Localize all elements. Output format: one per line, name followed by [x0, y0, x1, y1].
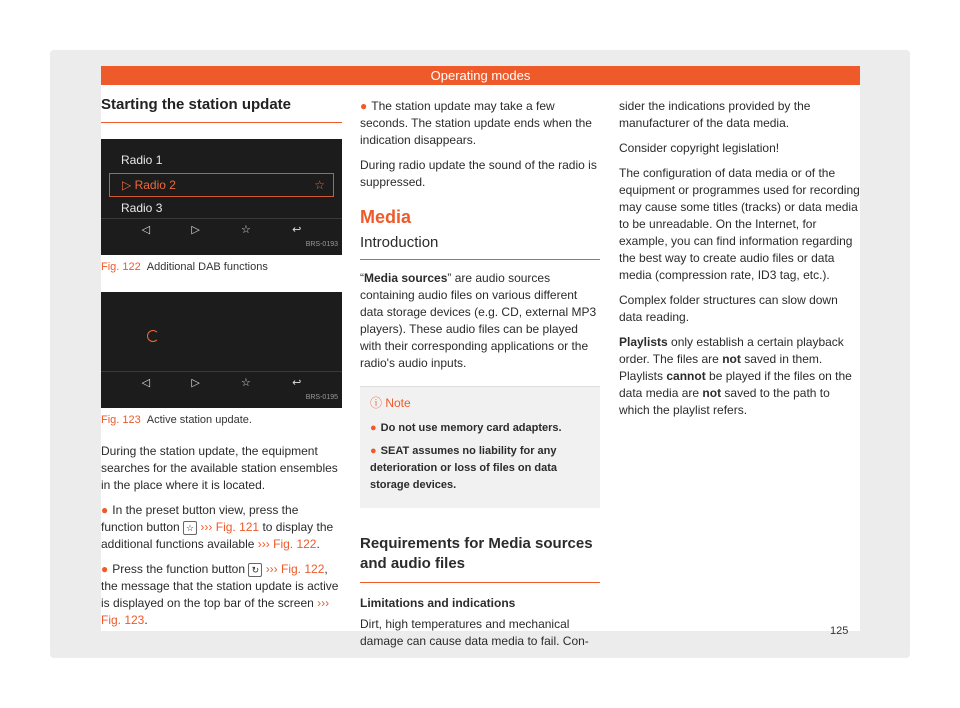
info-icon: ⓘ	[370, 396, 386, 410]
figure-122-screen	[101, 139, 342, 255]
paragraph: sider the indications provided by the manufacturer of the data media.	[619, 99, 811, 130]
bullet-item: ● In the preset button view, press the function button ☆ ››› Fig. 121 to display the additional functions available ››› Fig. 122.	[101, 503, 334, 551]
note-box	[360, 386, 600, 508]
left-column	[101, 96, 342, 637]
prev-icon: ◁	[141, 223, 151, 236]
refresh-button-icon: ↻	[248, 563, 262, 577]
star-icon: ☆	[314, 178, 325, 192]
back-icon: ↩	[292, 223, 302, 236]
paragraph: “Media sources” are audio sources containing audio files on various different data storage devices (e.g. CD, external MP3 players). These audio files can be played with their corresponding applications or the radio's audio inputs.	[360, 271, 597, 370]
paragraph: Complex folder structures can slow down data reading.	[619, 293, 838, 324]
paragraph: Playlists only establish a certain playback order. The files are not saved in them. Playlists cannot be played if the files on the data media are not saved to the path to which the playlist refers.	[619, 335, 852, 417]
paragraph: Consider copyright legislation!	[619, 141, 780, 155]
radio-row: Radio 3	[121, 201, 163, 215]
figure-123-screen	[101, 292, 342, 408]
right-column	[619, 98, 860, 427]
note-item: ● SEAT assumes no liability for any deterioration or loss of files on data storage devices.	[370, 445, 558, 491]
chapter-title: Media	[360, 207, 412, 227]
note-title: ⓘ Note	[370, 396, 411, 410]
star-icon: ☆	[241, 376, 251, 389]
figure-code: BRS-0195	[305, 394, 338, 401]
star-icon: ☆	[241, 223, 251, 236]
page-number: 125	[830, 625, 849, 637]
figure-code: BRS-0193	[305, 241, 338, 248]
radio-row-selected: ▷ Radio 2 ☆	[109, 173, 334, 197]
middle-column	[360, 98, 600, 658]
subheading: Limitations and indications	[360, 596, 516, 610]
running-header: Operating modes	[101, 66, 860, 85]
prev-icon: ◁	[141, 376, 151, 389]
loading-icon	[147, 330, 159, 342]
section-title: Starting the station update	[101, 96, 342, 123]
next-icon: ▷	[191, 376, 200, 389]
figure-caption: Fig. 123 Active station update.	[101, 414, 252, 426]
star-button-icon: ☆	[183, 521, 197, 535]
paragraph: During the station update, the equipment searches for the available station ensembles in the place where it is located.	[101, 444, 338, 492]
note-item: ● Do not use memory card adapters.	[370, 422, 562, 434]
section-title: Requirements for Media sources and audio files	[360, 534, 600, 583]
radio-row: Radio 1	[121, 153, 163, 167]
section-title: Introduction	[360, 234, 600, 260]
paragraph: Dirt, high temperatures and mechanical damage can cause data media to fail. Con-	[360, 617, 589, 648]
bullet-item: ● Press the function button ↻ ››› Fig. 122, the message that the station update is active is displayed on the top bar of the screen ››› Fig. 123.	[101, 562, 339, 627]
bullet-item: ● The station update may take a few seconds. The station update ends when the indication disappears.	[360, 99, 592, 147]
back-icon: ↩	[292, 376, 302, 389]
play-icon: ▷	[122, 178, 135, 192]
figure-caption: Fig. 122 Additional DAB functions	[101, 261, 268, 273]
paragraph: During radio update the sound of the radio is suppressed.	[360, 158, 597, 189]
next-icon: ▷	[191, 223, 200, 236]
paragraph: The configuration of data media or of the equipment or programmes used for recording may cause some titles (tracks) or data media to be unreadable. On the Internet, for example, you can find information regarding the best way to create audio files or data media (compression rate, ID3 tag, etc.).	[619, 166, 860, 282]
